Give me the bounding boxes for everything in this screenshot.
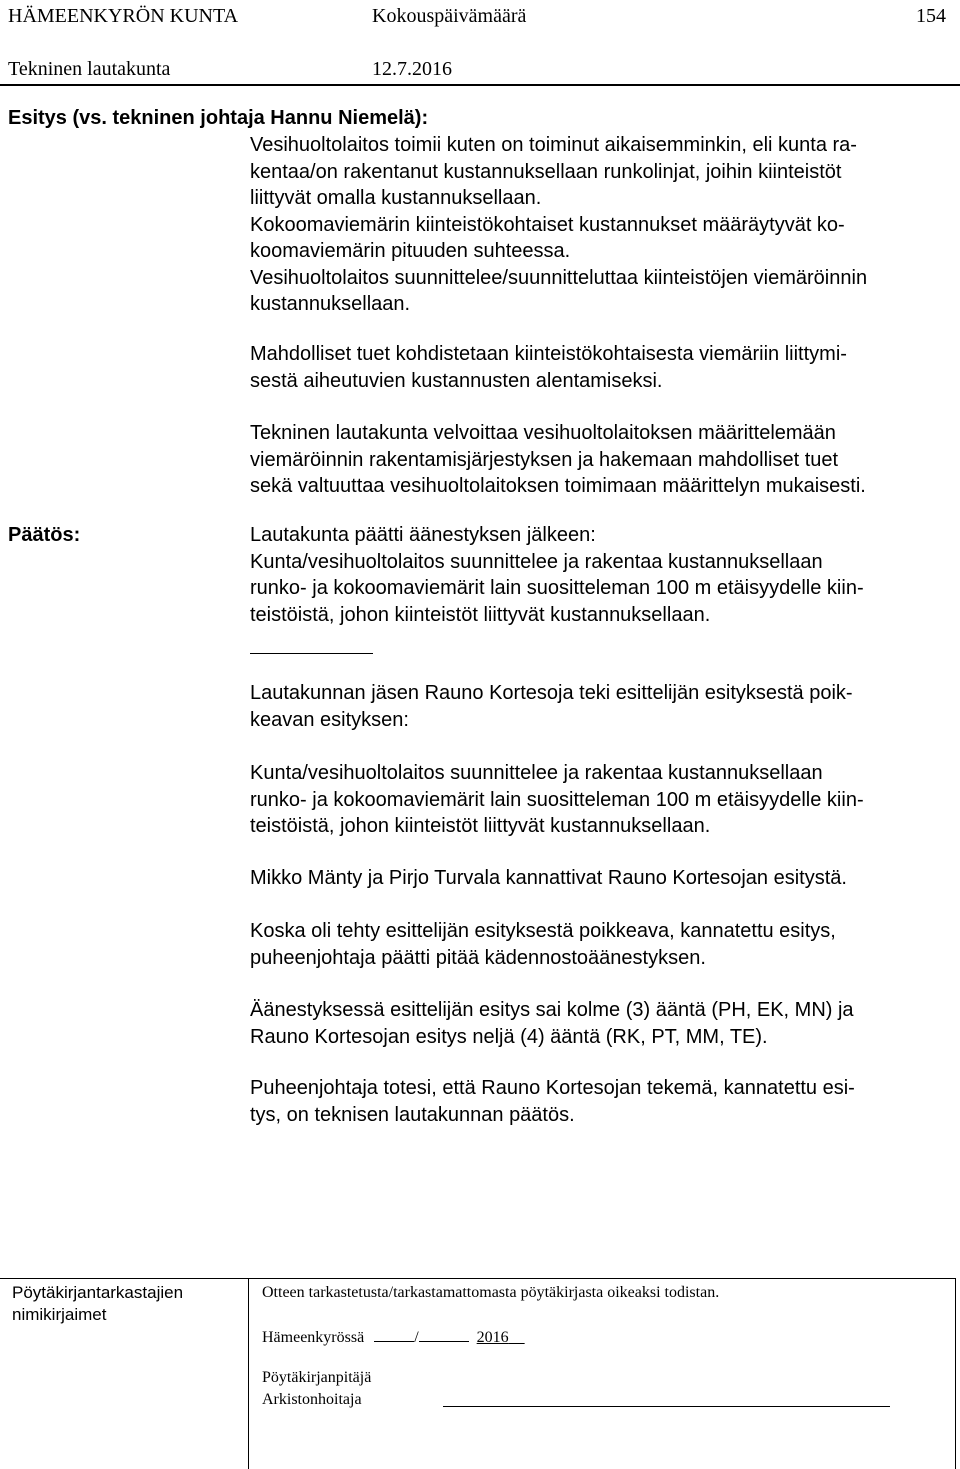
- archivist-label: Arkistonhoitaja: [262, 1391, 362, 1408]
- text-line: teistöistä, johon kiinteistöt liittyvät kustannuksellaan.: [250, 815, 711, 837]
- decision-block-4: [250, 865, 955, 892]
- text-line: Lautakunta päätti äänestyksen jälkeen:: [250, 524, 596, 546]
- meeting-date: 12.7.2016: [372, 58, 452, 80]
- header-divider: [0, 84, 960, 86]
- text-line: Rauno Kortesojan esitys neljä (4) ääntä (RK, PT, MM, TE).: [250, 1025, 768, 1048]
- text-line: liittyvät omalla kustannuksellaan.: [250, 187, 542, 209]
- proposal-label: Esitys (vs. tekninen johtaja Hannu Niemelä):: [8, 107, 429, 129]
- place-name: Hämeenkyrössä: [262, 1329, 365, 1346]
- text-line: Mahdolliset tuet kohdistetaan kiinteistökohtaisesta viemäriin liittymi-: [250, 343, 847, 365]
- decision-block-5: [250, 918, 955, 971]
- text-line: kentaa/on rakentanut kustannuksellaan runkolinjat, joihin kiinteistöt: [250, 160, 842, 183]
- date-label: Kokouspäivämäärä: [372, 5, 527, 27]
- text-line: Mikko Mänty ja Pirjo Turvala kannattivat Rauno Kortesojan esitystä.: [250, 867, 847, 889]
- reviewers-label-line-2: nimikirjaimet: [12, 1305, 107, 1324]
- text-line: Äänestyksessä esittelijän esitys sai kolme (3) ääntä (PH, EK, MN) ja: [250, 999, 854, 1021]
- text-line: Koska oli tehty esittelijän esityksestä poikkeava, kannatettu esitys,: [250, 920, 836, 942]
- text-line: sekä valtuuttaa vesihuoltolaitoksen toimimaan määrittelyn mukaisesti.: [250, 475, 866, 497]
- date-slash: /: [414, 1329, 419, 1346]
- text-line: koomaviemärin pituuden suhteessa.: [250, 240, 571, 262]
- text-line: Puheenjohtaja totesi, että Rauno Kortesojan tekemä, kannatettu esi-: [250, 1077, 855, 1099]
- text-line: keavan esityksen:: [250, 708, 409, 731]
- text-line: Kokoomaviemärin kiinteistökohtaiset kustannukset määräytyvät ko-: [250, 213, 845, 236]
- text-line: Vesihuoltolaitos toimii kuten on toiminut aikaisemminkin, eli kunta ra-: [250, 134, 857, 156]
- text-line: tys, on teknisen lautakunnan päätös.: [250, 1103, 575, 1126]
- reviewers-label-line-1: Pöytäkirjantarkastajien: [12, 1283, 184, 1302]
- text-line: runko- ja kokoomaviemärit lain suositteleman 100 m etäisyydelle kiin-: [250, 788, 864, 811]
- text-line: Kunta/vesihuoltolaitos suunnittelee ja rakentaa kustannuksellaan: [250, 550, 823, 573]
- day-blank: [374, 1325, 414, 1342]
- proposal-paragraph-2: [250, 341, 955, 394]
- keeper-label: Pöytäkirjanpitäjä: [262, 1369, 372, 1386]
- month-blank: [419, 1325, 469, 1342]
- text-line: viemäröinnin rakentamisjärjestyksen ja hakemaan mahdolliset tuet: [250, 448, 839, 471]
- proposal-paragraph-3: [250, 420, 955, 500]
- text-line: Lautakunnan jäsen Rauno Kortesoja teki esittelijän esityksestä poik-: [250, 682, 853, 704]
- decision-block-2: [250, 680, 955, 733]
- municipality-name: HÄMEENKYRÖN KUNTA: [8, 5, 239, 27]
- text-line: Kunta/vesihuoltolaitos suunnittelee ja rakentaa kustannuksellaan: [250, 762, 823, 784]
- footer-divider: [248, 1279, 249, 1469]
- page-number: 154: [916, 5, 946, 27]
- signature-line: [443, 1406, 890, 1407]
- text-line: teistöistä, johon kiinteistöt liittyvät kustannuksellaan.: [250, 603, 711, 626]
- decision-label: Päätös:: [8, 524, 81, 546]
- decision-block-7: [250, 1075, 955, 1128]
- decision-block-6: [250, 997, 955, 1050]
- decision-block-3: [250, 760, 955, 840]
- text-line: runko- ja kokoomaviemärit lain suositteleman 100 m etäisyydelle kiin-: [250, 577, 864, 599]
- separator-line: [250, 653, 373, 654]
- signature-footer: [0, 1278, 956, 1469]
- text-line: Vesihuoltolaitos suunnittelee/suunnitteluttaa kiinteistöjen viemäröinnin: [250, 266, 868, 289]
- text-line: puheenjohtaja päätti pitää kädennostoäänestyksen.: [250, 946, 706, 969]
- text-line: Tekninen lautakunta velvoittaa vesihuoltolaitoksen määrittelemään: [250, 422, 836, 444]
- proposal-paragraph-1: [250, 132, 955, 318]
- decision-block-1: [250, 522, 955, 628]
- certification-text: Otteen tarkastetusta/tarkastamattomasta pöytäkirjasta oikeaksi todistan.: [262, 1284, 720, 1301]
- text-line: kustannuksellaan.: [250, 293, 411, 315]
- year-field: 2016: [476, 1329, 509, 1346]
- board-name: Tekninen lautakunta: [8, 58, 171, 80]
- text-line: sestä aiheutuvien kustannusten alentamiseksi.: [250, 369, 663, 392]
- place-date-line: [262, 1325, 525, 1349]
